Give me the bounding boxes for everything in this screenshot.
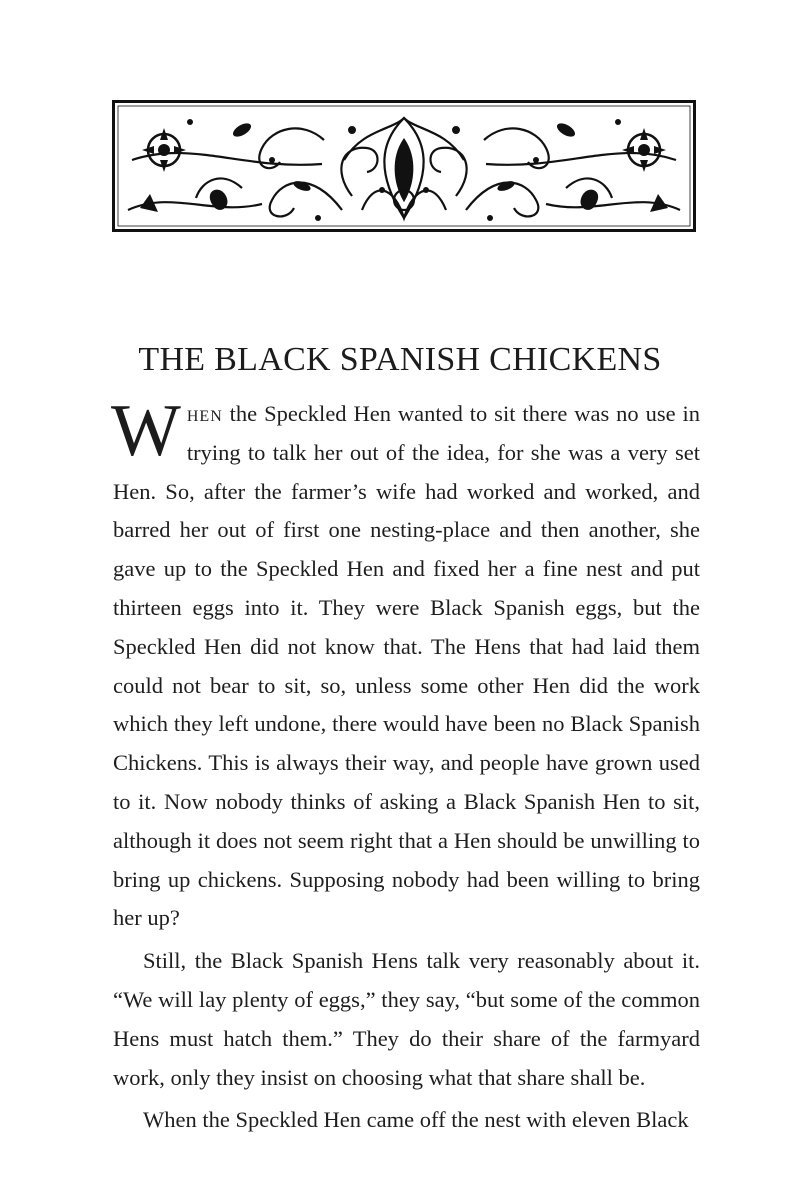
story-text [111, 390, 700, 1140]
first-word-small-caps: hen [186, 401, 223, 426]
paragraph: When the Speckled Hen came off the nest with eleven Black [143, 1107, 689, 1133]
chapter-title: THE BLACK SPANISH CHICKENS [138, 340, 662, 378]
paragraph [111, 390, 700, 938]
drop-cap: W [111, 390, 181, 472]
decorative-header-ornament [112, 100, 696, 232]
paragraph: Still, the Black Spanish Hens talk very reasonably about it. “We will lay plenty of eggs,” they say, “but some of the common Hens must hatch them.” They do their share of the farmyard work, only they insist on choosing what that share shall be. [113, 948, 700, 1090]
paragraph-text: the Speckled Hen wanted to sit there was no use in trying to talk her out of the idea, for she was a very set Hen. So, after the farmer’s wife had worked and worked, and barred her out of first one nesting-place and then another, she gave up to the Speckled Hen and fixed her a fine nest and put thirteen eggs into it. They were Black Spanish eggs, but the Speckled Hen did not know that. The Hens that had laid them could not bear to sit, so, unless some other Hen did the work which they left undone, there would have been no Black Spanish Chickens. This is always their way, and people have grown used to it. Now nobody thinks of asking a Black Spanish Hen to sit, although it does not seem right that a Hen should be unwilling to bring up chickens. Supposing nobody had been willing to bring her up? [113, 401, 700, 931]
